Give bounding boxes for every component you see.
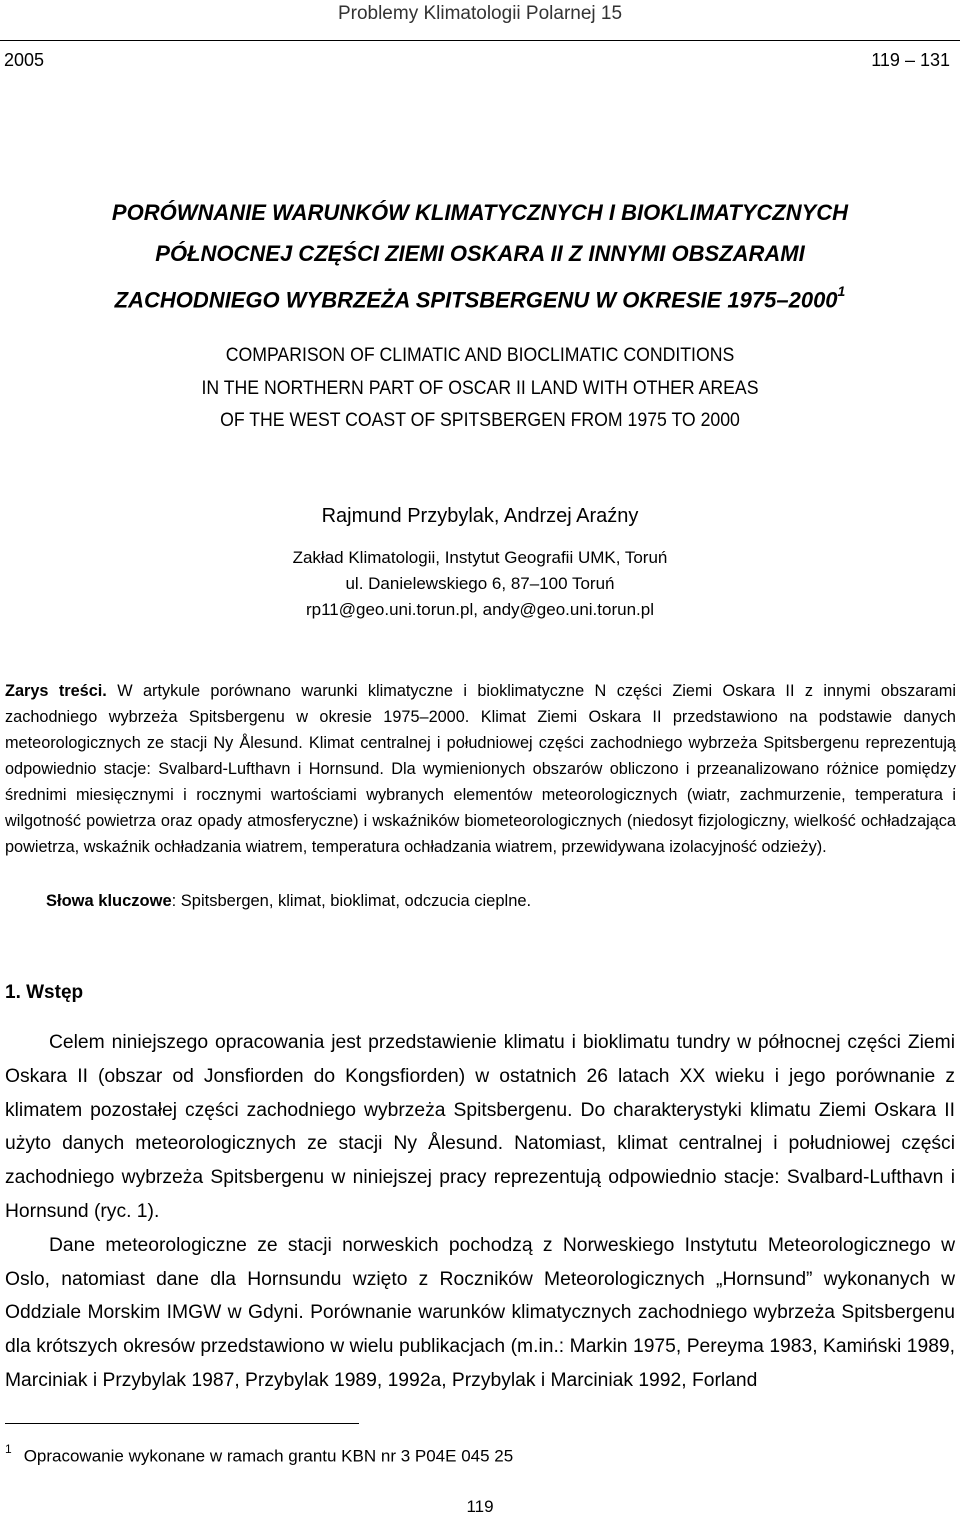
paragraph: Dane meteorologiczne ze stacji norweskich pochodzą z Norweskiego Instytutu Meteorologicznego w Oslo, natomiast dane dla Hornsundu wzięto z Roczników Meteorologicznych „Hornsund” wykonanych w Oddziale Morskim IMGW w Gdyni. Porównanie warunków klimatycznych zachodniego wybrzeża Spitsbergenu dla krótszych okresów przedstawiono w wielu publikacjach (m.in.: Markin 1975, Pereyma 1983, Kamiński 1989, Marciniak i Przybylak 1987, Przybylak 1989, 1992a, Przybylak i Marciniak 1992, Forland xyxy=(5,1234,955,1391)
english-title-line: IN THE NORTHERN PART OF OSCAR II LAND WITH OTHER AREAS xyxy=(201,377,759,399)
affiliation-address: ul. Danielewskiego 6, 87–100 Toruń xyxy=(345,574,615,593)
affiliation-institute: Zakład Klimatologii, Instytut Geografii UMK, Toruń xyxy=(292,548,668,567)
title-footnote-mark[interactable]: 1 xyxy=(837,283,846,299)
abstract-text: W artykule porównano warunki klimatyczne i bioklimatyczne N części Ziemi Oskara II z innymi obszarami zachodniego wybrzeża Spitsbergenu w okresie 1975–2000. Klimat Ziemi Oskara II przedstawiono na podstawie danych meteorologicznych ze stacji Ny Ålesund. Klimat centralnej i południowej części zachodniego wybrzeża Spitsbergenu reprezentują odpowiednio stacje: Svalbard-Lufthavn i Hornsund. Dla wymienionych obszarów obliczono i przeanalizowano różnice pomiędzy średnimi miesięcznymi i rocznymi wartościami wybranych elementów meteorologicznych (wiatr, zachmurzenie, temperatura i wilgotność powietrza oraz opady atmosferyczne) i wskaźników biometeorologicznych (niedosyt fizjologiczny, wielkość ochładzająca powietrza, wskaźnik ochładzania wiatrem, temperatura ochładzania wiatrem, przewidywana izolacyjność odzieży). xyxy=(5,682,956,856)
footnote xyxy=(5,1444,513,1467)
english-title xyxy=(34,340,927,438)
journal-title: Problemy Klimatologii Polarnej 15 xyxy=(337,3,623,24)
body-text xyxy=(5,1026,955,1398)
author-emails[interactable]: rp11@geo.uni.torun.pl, andy@geo.uni.torun.pl xyxy=(306,600,654,619)
footnote-rule xyxy=(5,1423,359,1424)
polish-title-line xyxy=(0,274,960,320)
english-title-line: OF THE WEST COAST OF SPITSBERGEN FROM 1975 TO 2000 xyxy=(220,410,740,431)
keywords xyxy=(46,892,946,911)
polish-title-line: PORÓWNANIE WARUNKÓW KLIMATYCZNYCH I BIOKLIMATYCZNYCH xyxy=(111,200,849,225)
polish-title-line-text: ZACHODNIEGO WYBRZEŻA SPITSBERGENU W OKRESIE 1975–2000 xyxy=(114,287,838,313)
polish-title-line: PÓŁNOCNEJ CZĘŚCI ZIEMI OSKARA II Z INNYMI OBSZARAMI xyxy=(155,241,805,266)
footnote-text: Opracowanie wykonane w ramach grantu KBN nr 3 P04E 045 25 xyxy=(23,1446,514,1466)
keywords-text: : Spitsbergen, klimat, bioklimat, odczucia cieplne. xyxy=(171,892,532,910)
abstract-label: Zarys treści. xyxy=(5,682,107,700)
section-heading: 1. Wstęp xyxy=(5,982,84,1003)
english-title-line: COMPARISON OF CLIMATIC AND BIOCLIMATIC CONDITIONS xyxy=(225,345,735,366)
page-number: 119 xyxy=(466,1497,494,1516)
publication-year: 2005 xyxy=(4,50,45,70)
header-rule xyxy=(0,40,960,41)
abstract xyxy=(5,678,956,860)
affiliation xyxy=(0,545,960,623)
page-range: 119 – 131 xyxy=(871,50,950,70)
keywords-label: Słowa kluczowe xyxy=(46,892,172,910)
authors: Rajmund Przybylak, Andrzej Araźny xyxy=(321,505,639,527)
paragraph: Celem niniejszego opracowania jest przedstawienie klimatu i bioklimatu tundry w północnej części Ziemi Oskara II (obszar od Jonsfiorden do Kongsfiorden) w ostatnich 26 latach XX wieku i jego porównanie z klimatem pozostałej części zachodniego wybrzeża Spitsbergenu. Do charakterystyki klimatu Ziemi Oskara II użyto danych meteorologicznych ze stacji Ny Ålesund. Natomiast, klimat centralnej i południowej części zachodniego wybrzeża Spitsbergenu w niniejszej pracy reprezentują odpowiednio stacje: Svalbard-Lufthavn i Hornsund (ryc. 1). xyxy=(5,1032,955,1222)
polish-title xyxy=(0,192,960,320)
footnote-mark: 1 xyxy=(5,1442,12,1456)
